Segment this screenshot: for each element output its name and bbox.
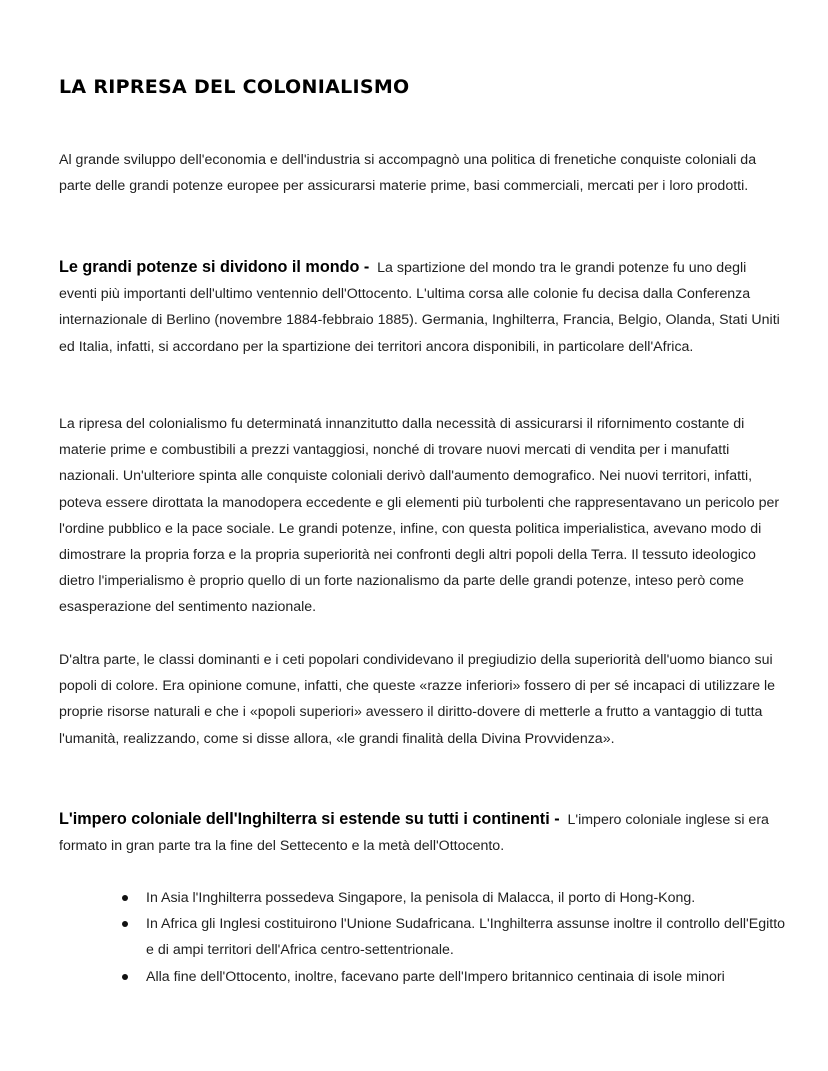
section-impero-paragraph (59, 806, 781, 859)
list-item (146, 964, 786, 990)
list-item-text: In Asia l'Inghilterra possedeva Singapore, la penisola di Malacca, il porto di Hong-Kong. (146, 890, 696, 906)
altra-parte-paragraph: D'altra parte, le classi dominanti e i ceti popolari condividevano il pregiudizio della superiorità dell'uomo bianco sui popoli di colore. Era opinione comune, infatti, che queste «razze inferiori» fossero di per sé incapaci di utilizzare le proprie risorse naturali e che i «popoli superiori» avessero il diritto-dovere di metterle a frutto a vantaggio di tutta l'umanità, realizzando, come si disse allora, «le grandi finalità della Divina Provvidenza». (59, 652, 776, 747)
ripresa-paragraph: La ripresa del colonialismo fu determinatá innanzitutto dalla necessità di assicurarsi il rifornimento costante di materie prime e combustibili a prezzi vantaggiosi, nonché di trovare nuovi mercati di vendita per i manufatti nazionali. Un'ulteriore spinta alle conquiste coloniali derivò dall'aumento demografico. Nei nuovi territori, infatti, poteva essere dirottata la manodopera eccedente e gli elementi più turbolenti che rappresentavano un pericolo per l'ordine pubblico e la pace sociale. Le grandi potenze, infine, con questa politica imperialistica, avevano modo di dimostrare la propria forza e la propria superiorità nei confronti degli altri popoli della Terra. Il tessuto ideologico dietro l'imperialismo è proprio quello di un forte nazionalismo da parte delle grandi potenze, inteso però come esasperazione del sentimento nazionale. (59, 416, 780, 616)
section-potenze-paragraph (59, 254, 781, 360)
bullet-icon (122, 974, 128, 980)
section-impero-text: L'impero coloniale inglese si era formato in gran parte tra la fine del Settecento e la metà dell'Ottocento. (59, 812, 769, 855)
section-potenze-text: La spartizione del mondo tra le grandi potenze fu uno degli eventi più importanti dell'ultimo ventennio dell'Ottocento. L'ultima corsa alle colonie fu decisa dalla Conferenza internazionale di Berlino (novembre 1884-febbraio 1885). Germania, Inghilterra, Francia, Belgio, Olanda, Stati Uniti ed Italia, infatti, si accordano per la spartizione dei territori ancora disponibili, in particolare dell'Africa. (59, 260, 780, 355)
bullet-icon (122, 895, 128, 901)
list-item-text: In Africa gli Inglesi costituirono l'Unione Sudafricana. L'Inghilterra assunse inoltre il controllo dell'Egitto e di ampi territori dell'Africa centro-settentrionale. (146, 916, 786, 959)
section-potenze-heading: Le grandi potenze si dividono il mondo - (59, 258, 370, 276)
bullet-icon (122, 921, 128, 927)
document-title: LA RIPRESA DEL COLONIALISMO (59, 76, 410, 98)
list-item (146, 885, 786, 911)
impero-bullet-list (146, 885, 786, 990)
list-item (146, 911, 786, 963)
list-item-text: Alla fine dell'Ottocento, inoltre, facevano parte dell'Impero britannico centinaia di isole minori (146, 968, 725, 985)
intro-paragraph: Al grande sviluppo dell'economia e dell'industria si accompagnò una politica di frenetiche conquiste coloniali da parte delle grandi potenze europee per assicurarsi materie prime, basi commerciali, mercati per i loro prodotti. (59, 152, 757, 195)
section-impero-heading: L'impero coloniale dell'Inghilterra si estende su tutti i continenti - (59, 810, 560, 828)
